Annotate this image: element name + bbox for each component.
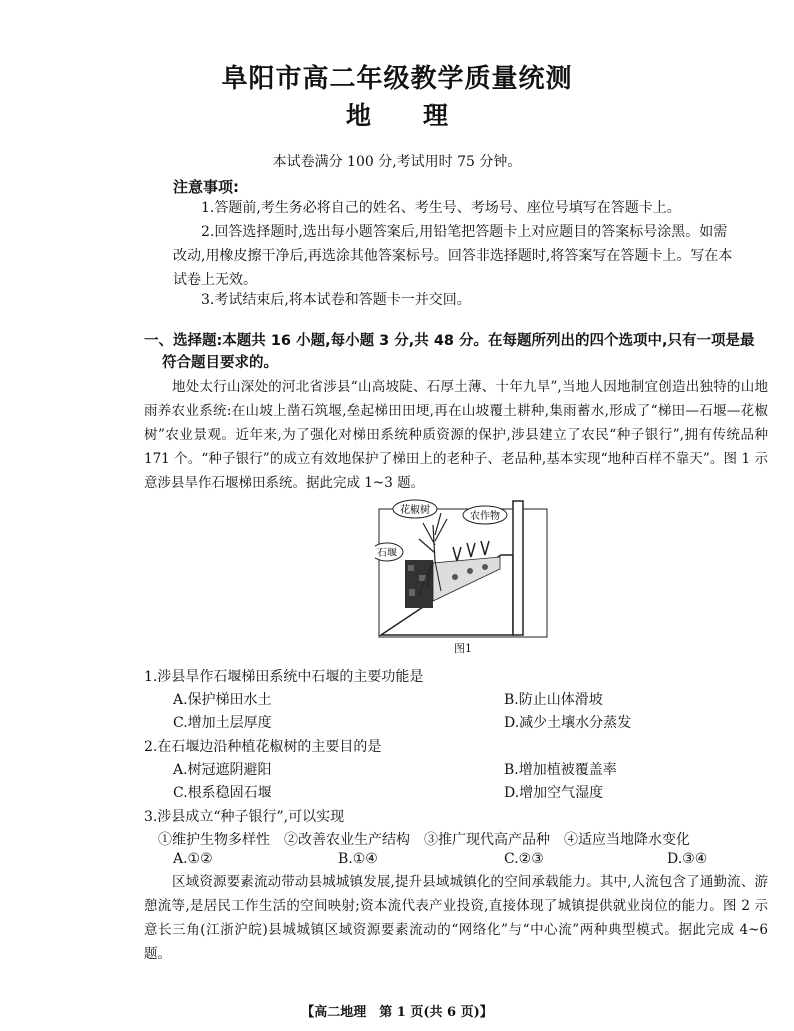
- option-c[interactable]: C.根系稳固石堰: [173, 785, 272, 801]
- pepper-tree: [419, 513, 447, 561]
- option-d[interactable]: D.③④: [667, 851, 708, 867]
- option-a[interactable]: A.保护梯田水土: [173, 692, 272, 708]
- label-pepper-tree: 花椒树: [400, 505, 430, 516]
- crop-plants: [453, 541, 489, 561]
- option-d[interactable]: D.减少土壤水分蒸发: [504, 715, 632, 731]
- option-c[interactable]: C.②③: [504, 851, 544, 867]
- option-a[interactable]: A.树冠遮阴避阳: [173, 762, 272, 778]
- passage-county-urbanization: 区域资源要素流动带动县城城镇发展,提升县域城镇化的空间承载能力。其中,人流包含了通勤流、游憩流等,是居民工作生活的空间映射;资本流代表产业投资,直接体现了城镇提供就业岗位的能力。图 2 示意长三角(江浙沪皖)县城城镇区域资源要素流动的“网络化”与“中心流”两种典型模式。据此完成 4~6 题。: [144, 874, 768, 962]
- option-d[interactable]: D.增加空气湿度: [504, 785, 604, 801]
- question-stem: 2.在石堰边沿种植花椒树的主要目的是: [144, 739, 382, 755]
- option-b[interactable]: B.增加植被覆盖率: [504, 762, 617, 778]
- terrace-diagram: [375, 495, 551, 640]
- cliff-wall: [513, 501, 523, 635]
- option-b[interactable]: B.防止山体滑坡: [504, 692, 603, 708]
- label-stone-weir: 石堰: [377, 548, 397, 559]
- notes-heading: 注意事项:: [173, 178, 239, 196]
- exam-meta: 本试卷满分 100 分,考试用时 75 分钟。: [272, 154, 522, 170]
- note-item: 2.回答选择题时,选出每小题答案后,用铅笔把答题卡上对应题目的答案标号涂黑。如需改动,用橡皮擦干净后,再选涂其他答案标号。回答非选择题时,将答案写在答题卡上。写在本试卷上无效。: [173, 224, 733, 288]
- figure-caption: 图1: [454, 642, 472, 655]
- subject-title: 地理: [345, 101, 500, 130]
- question-stem: 3.涉县成立“种子银行”,可以实现: [144, 809, 345, 825]
- exam-title: 阜阳市高二年级教学质量统测: [221, 64, 573, 94]
- question-stem: 1.涉县旱作石堰梯田系统中石堰的主要功能是: [144, 669, 424, 685]
- note-item: 3.考试结束后,将本试卷和答题卡一并交回。: [201, 292, 471, 308]
- option-b[interactable]: B.①④: [338, 851, 378, 867]
- label-crops: 农作物: [470, 511, 500, 522]
- question-statements: ①维护生物多样性 ②改善农业生产结构 ③推广现代高产品种 ④适应当地降水变化: [158, 832, 690, 848]
- section-heading: [144, 330, 764, 374]
- page-footer: 【高二地理 第 1 页(共 6 页)】: [301, 1005, 493, 1020]
- option-c[interactable]: C.增加土层厚度: [173, 715, 272, 731]
- passage-terraces: 地处太行山深处的河北省涉县“山高坡陡、石厚土薄、十年九旱”,当地人因地制宜创造出独特的山地雨养农业系统:在山坡上凿石筑堰,垒起梯田田埂,再在山坡覆土耕种,集雨蓄水,形成了“梯田—石堰—花椒树”农业景观。近年来,为了强化对梯田系统种质资源的保护,涉县建立了农民“种子银行”,拥有传统品种 171 个。“种子银行”的成立有效地保护了梯田上的老种子、老品种,基本实现“地种百样不靠天”。图 1 示意涉县旱作石堰梯田系统。据此完成 1~3 题。: [144, 379, 768, 491]
- section-heading-line: 一、选择题:本题共 16 小题,每小题 3 分,共 48 分。在每题所列出的四个选项中,只有一项是最: [144, 333, 755, 349]
- note-item: 1.答题前,考生务必将自己的姓名、考生号、考场号、座位号填写在答题卡上。: [201, 200, 681, 216]
- section-heading-line: 符合题目要求的。: [162, 355, 278, 371]
- option-a[interactable]: A.①②: [173, 851, 213, 867]
